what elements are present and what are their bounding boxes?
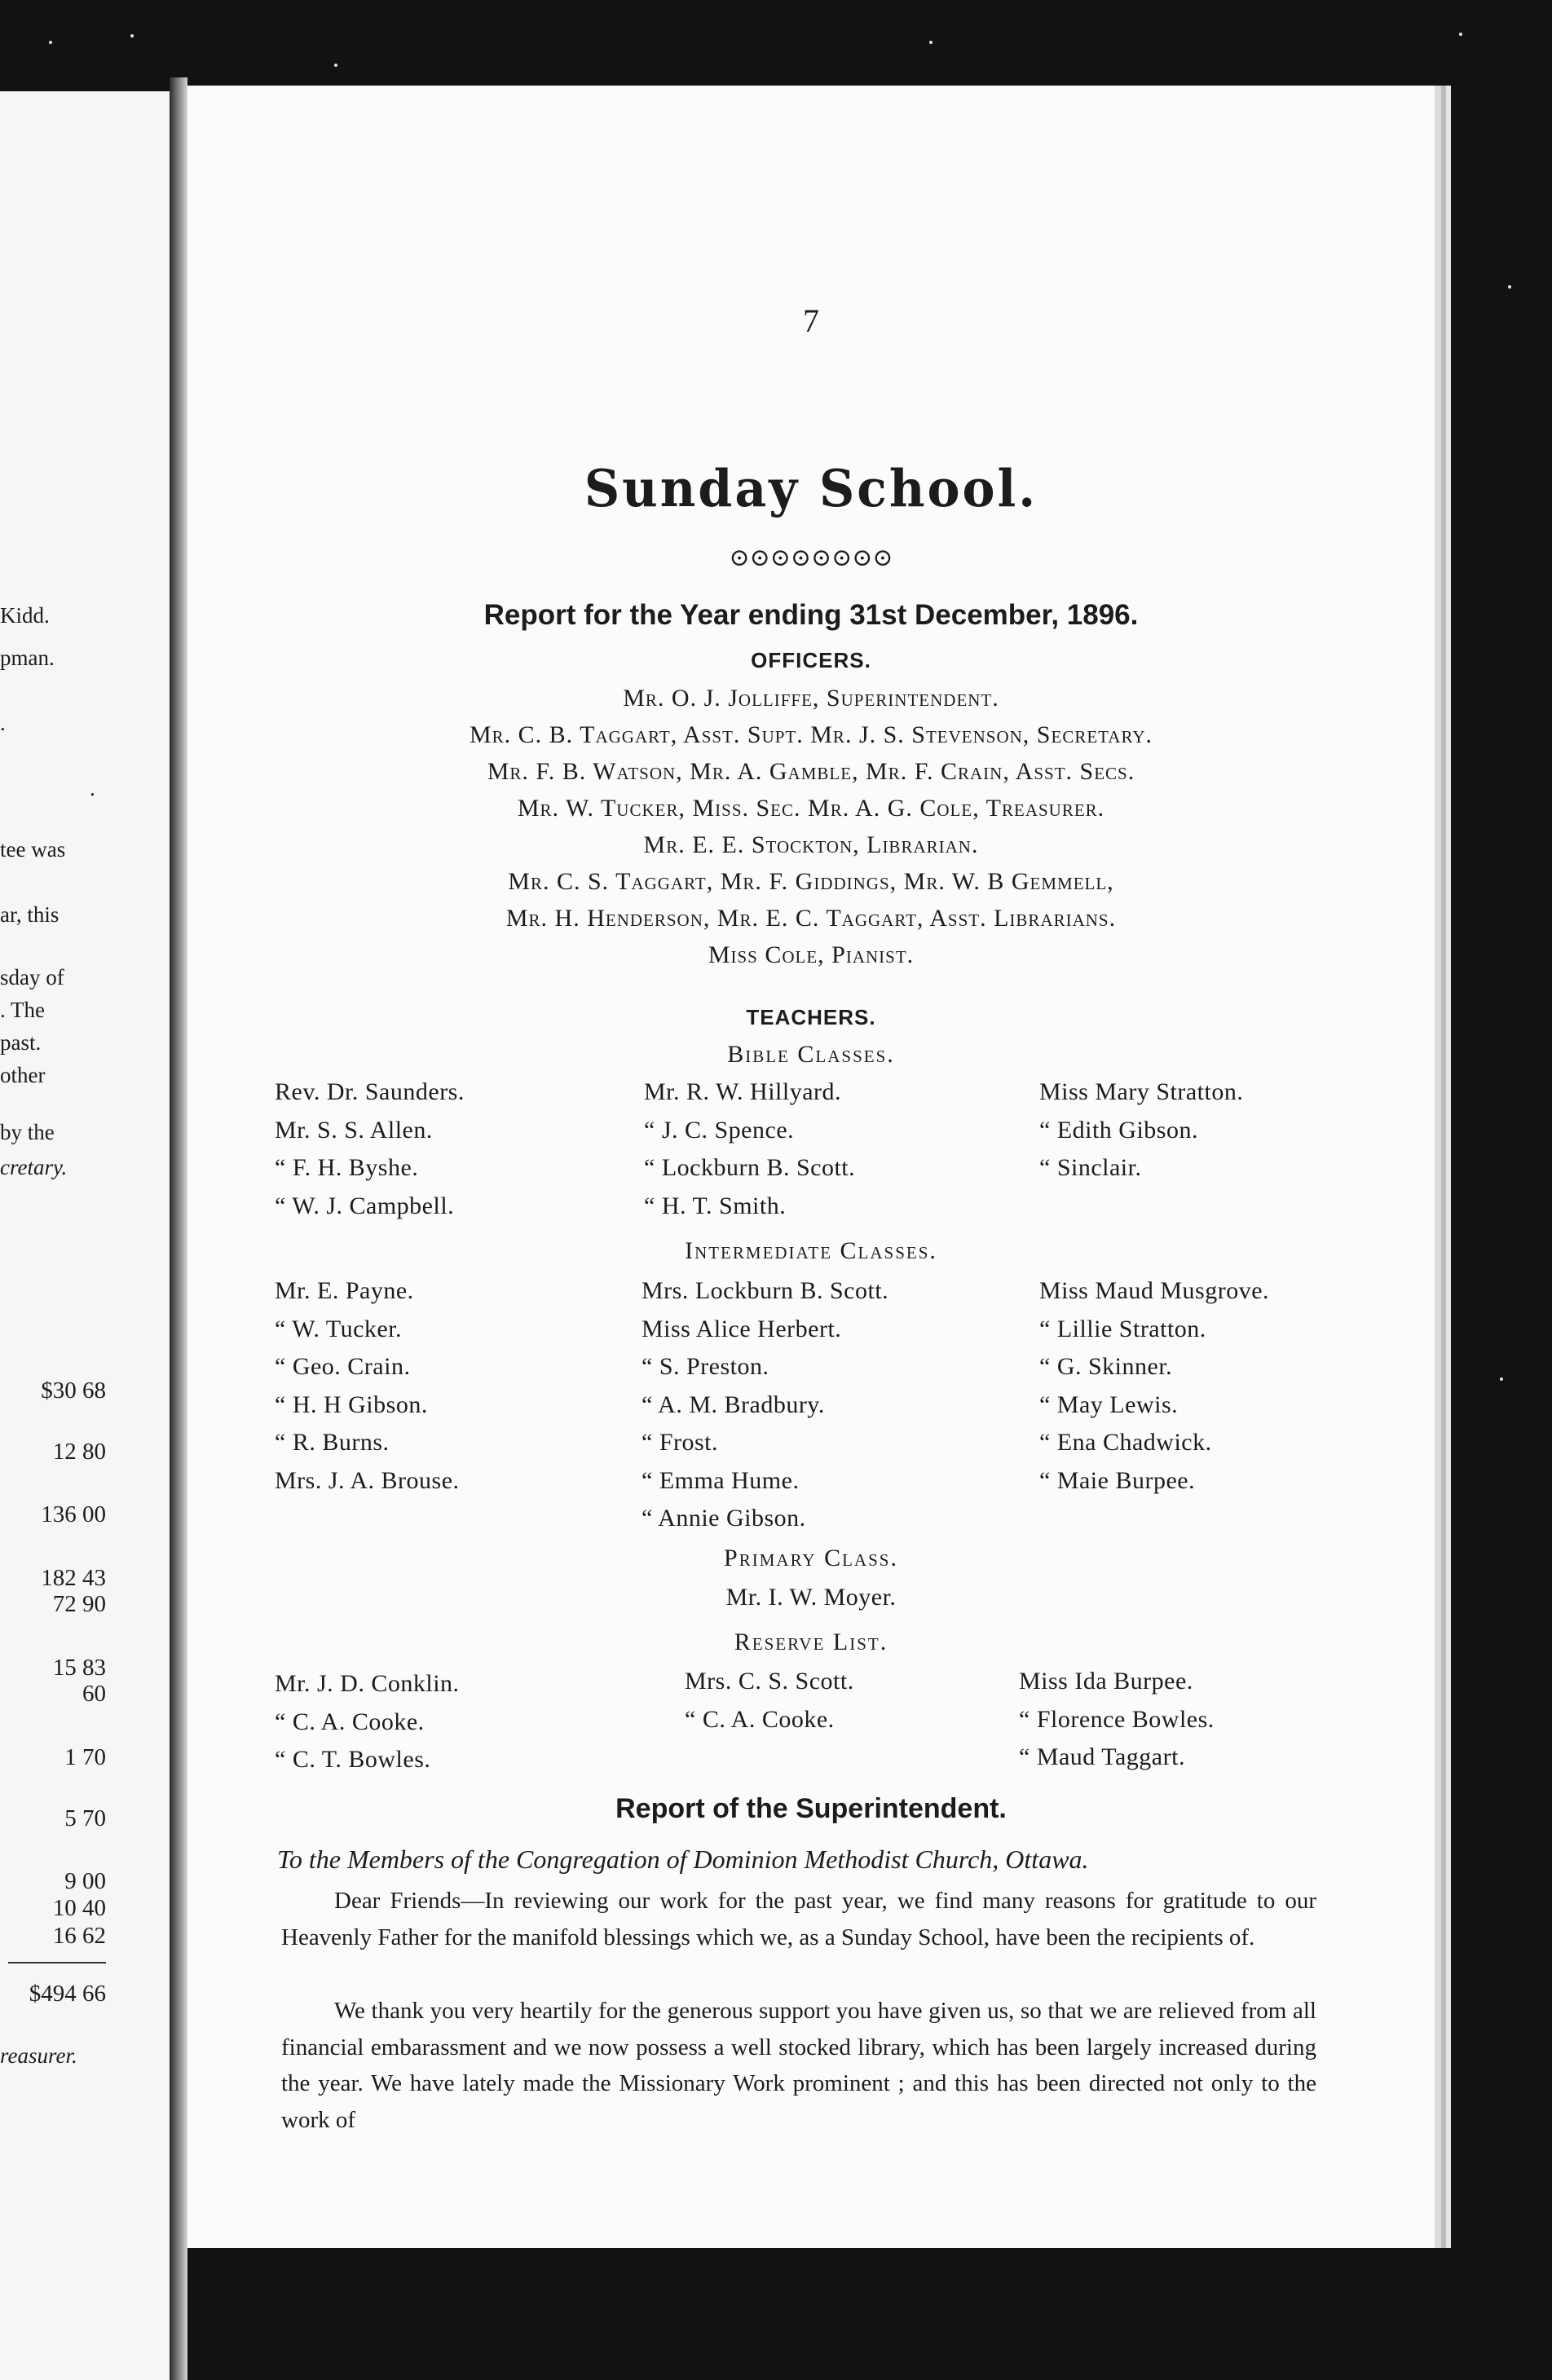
teacher-name: “ Lillie Stratton. xyxy=(1039,1315,1206,1342)
teacher-name: Mr. E. Payne. xyxy=(275,1277,414,1304)
reserve-col-3 xyxy=(1019,1663,1215,1777)
teacher-name: “ Geo. Crain. xyxy=(275,1353,411,1380)
teacher-name: Mr. S. S. Allen. xyxy=(275,1116,433,1144)
teacher-name: “ W. Tucker. xyxy=(275,1315,403,1342)
superintendent-report-heading: Report of the Superintendent. xyxy=(615,1793,1007,1824)
teacher-name: “ Maie Burpee. xyxy=(1039,1466,1196,1494)
report-paragraph-2 xyxy=(281,1993,1316,2138)
previous-page-fragment xyxy=(0,91,170,2380)
teacher-name: Mrs. J. A. Brouse. xyxy=(275,1466,460,1494)
teacher-name: Mrs. Lockburn B. Scott. xyxy=(642,1277,889,1304)
amount: 5 70 xyxy=(64,1805,106,1831)
teacher-name: “ Maud Taggart. xyxy=(1019,1743,1185,1770)
treasurer-signoff: reasurer. xyxy=(0,2043,77,2068)
teacher-name: “ Emma Hume. xyxy=(642,1466,800,1494)
bible-classes-label: Bible Classes. xyxy=(727,1041,895,1068)
intermediate-col-2 xyxy=(642,1272,888,1538)
reserve-list-label: Reserve List. xyxy=(734,1629,888,1655)
officer-line: Mr. C. S. Taggart, Mr. F. Giddings, Mr. W. B Gemmell, xyxy=(508,868,1114,895)
teacher-name: Miss Ida Burpee. xyxy=(1019,1668,1193,1695)
primary-class-teacher: Mr. I. W. Moyer. xyxy=(725,1584,897,1611)
left-fragment: other xyxy=(0,1063,46,1087)
reserve-col-1 xyxy=(275,1665,460,1779)
left-fragment: . The xyxy=(0,998,45,1022)
amount: 72 90 xyxy=(52,1591,106,1617)
teacher-name: Miss Mary Stratton. xyxy=(1039,1078,1244,1105)
teacher-name: “ H. H Gibson. xyxy=(275,1391,428,1418)
amount: 15 83 xyxy=(52,1655,106,1681)
page-heading: Sunday School. xyxy=(584,459,1038,519)
teacher-name: “ Edith Gibson. xyxy=(1039,1116,1198,1144)
teacher-name: “ May Lewis. xyxy=(1039,1391,1179,1418)
left-fragment: Kidd. xyxy=(0,603,50,628)
officers-heading: OFFICERS. xyxy=(751,648,871,672)
left-fragment: ar, this xyxy=(0,902,60,927)
officer-line: Miss Cole, Pianist. xyxy=(708,941,915,968)
left-fragment: cretary. xyxy=(0,1155,68,1179)
report-title: Report for the Year ending 31st December, 1896. xyxy=(483,599,1139,631)
teacher-name: “ R. Burns. xyxy=(275,1429,390,1456)
teacher-name: “ C. A. Cooke. xyxy=(685,1705,835,1733)
teacher-name: “ Annie Gibson. xyxy=(642,1505,806,1532)
amount: 9 00 xyxy=(64,1868,106,1894)
teacher-name: “ J. C. Spence. xyxy=(644,1116,795,1144)
officer-line: Mr. C. B. Taggart, Asst. Supt. Mr. J. S. Stevenson, Secretary. xyxy=(469,721,1153,748)
left-fragment: tee was xyxy=(0,837,66,862)
officer-line: Mr. O. J. Jolliffe, Superintendent. xyxy=(623,685,999,712)
teacher-name: “ Sinclair. xyxy=(1039,1154,1142,1181)
teacher-name: “ C. A. Cooke. xyxy=(275,1708,425,1735)
teacher-name: Miss Alice Herbert. xyxy=(642,1315,842,1342)
total-rule xyxy=(8,1962,106,1964)
teacher-name: “ Lockburn B. Scott. xyxy=(644,1154,856,1181)
teachers-heading: TEACHERS. xyxy=(746,1005,876,1029)
intermediate-col-3 xyxy=(1039,1272,1269,1500)
left-fragment: . xyxy=(90,776,95,800)
officer-line: Mr. W. Tucker, Miss. Sec. Mr. A. G. Cole, Treasurer. xyxy=(517,795,1105,822)
teacher-name: Mrs. C. S. Scott. xyxy=(685,1668,854,1695)
document-page xyxy=(187,86,1435,2248)
ornament-divider: ⊙⊙⊙⊙⊙⊙⊙⊙ xyxy=(729,544,893,571)
left-fragment: sday of xyxy=(0,965,64,989)
amount: 10 40 xyxy=(52,1895,106,1921)
amount: 136 00 xyxy=(41,1501,106,1527)
report-paragraph-1 xyxy=(281,1883,1316,1955)
left-fragment: pman. xyxy=(0,646,55,670)
teacher-name: “ Frost. xyxy=(642,1429,718,1456)
teacher-name: “ S. Preston. xyxy=(642,1353,769,1380)
amount: $30 68 xyxy=(41,1377,106,1404)
amount: 1 70 xyxy=(64,1744,106,1770)
officer-line: Mr. F. B. Watson, Mr. A. Gamble, Mr. F. Crain, Asst. Secs. xyxy=(487,758,1135,785)
intermediate-col-1 xyxy=(275,1272,460,1500)
bible-col-1 xyxy=(275,1073,465,1225)
amount: 12 80 xyxy=(52,1439,106,1465)
teacher-name: “ F. H. Byshe. xyxy=(275,1154,419,1181)
teacher-name: Rev. Dr. Saunders. xyxy=(275,1078,465,1105)
left-fragment: by the xyxy=(0,1120,55,1144)
teacher-name: “ C. T. Bowles. xyxy=(275,1746,431,1773)
amount: 16 62 xyxy=(52,1923,106,1949)
total-amount: $494 66 xyxy=(29,1981,106,2007)
left-fragment: . xyxy=(0,711,6,735)
bible-col-2 xyxy=(644,1073,855,1225)
teacher-name: “ G. Skinner. xyxy=(1039,1353,1173,1380)
teacher-name: “ H. T. Smith. xyxy=(644,1192,787,1219)
book-gutter xyxy=(170,77,187,2380)
teacher-name: Mr. J. D. Conklin. xyxy=(275,1670,460,1697)
salutation: To the Members of the Congregation of Dominion Methodist Church, Ottawa. xyxy=(277,1844,1089,1874)
teacher-name: Mr. R. W. Hillyard. xyxy=(644,1078,842,1105)
paragraph-text: Dear Friends—In reviewing our work for the past year, we find many reasons for gratitude to our Heavenly Father for the manifold blessings which we, as a Sunday School, have been the recipients of. xyxy=(281,1888,1316,1950)
teacher-name: “ W. J. Campbell. xyxy=(275,1192,455,1219)
paragraph-text: We thank you very heartily for the generous support you have given us, so that we are relieved from all financial embarassment and we now possess a well stocked library, which has been largely increased during the year. We have lately made the Missionary Work prominent ; and this has been directed not only to the work of xyxy=(281,1998,1316,2133)
primary-class-label: Primary Class. xyxy=(724,1545,898,1571)
teacher-name: “ Florence Bowles. xyxy=(1019,1705,1215,1733)
teacher-name: “ A. M. Bradbury. xyxy=(642,1391,825,1418)
bible-col-3 xyxy=(1039,1073,1243,1188)
intermediate-classes-label: Intermediate Classes. xyxy=(685,1237,937,1264)
officer-line: Mr. E. E. Stockton, Librarian. xyxy=(643,831,979,858)
officer-line: Mr. H. Henderson, Mr. E. C. Taggart, Asst. Librarians. xyxy=(505,905,1117,932)
amount: 182 43 xyxy=(41,1565,106,1591)
left-fragment: past. xyxy=(0,1030,42,1055)
teacher-name: “ Ena Chadwick. xyxy=(1039,1429,1212,1456)
teacher-name: Miss Maud Musgrove. xyxy=(1039,1277,1270,1304)
reserve-col-2 xyxy=(685,1663,854,1739)
page-number: 7 xyxy=(803,302,819,339)
amount: 60 xyxy=(82,1681,106,1707)
